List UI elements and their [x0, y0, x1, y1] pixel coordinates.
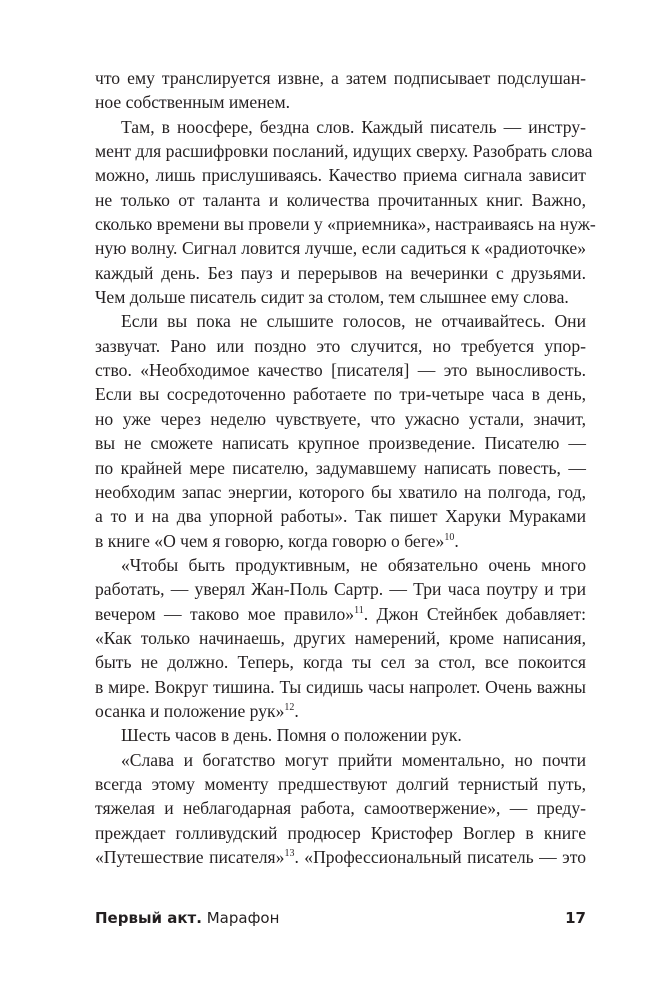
- line-text: сколько времени вы провели у «приемника», настраиваясь на нуж-: [95, 214, 596, 235]
- body-text: [95, 66, 596, 869]
- text-line: [95, 748, 586, 772]
- footnote-reference[interactable]: 10: [444, 531, 455, 543]
- text-line: [95, 772, 586, 796]
- paragraph: [95, 309, 586, 552]
- line-text: вечером — таково мое правило»: [95, 603, 355, 624]
- line-text: «Путешествие писателя»: [95, 847, 285, 867]
- paragraph: [95, 748, 586, 870]
- text-line: [95, 163, 586, 187]
- line-text: что ему транслируется извне, а затем подписывает подслушан-: [95, 68, 586, 88]
- text-line: [95, 504, 586, 528]
- line-text: работать, — уверял Жан-Поль Сартр. — Три часа поутру и три: [95, 579, 586, 600]
- line-text: каждый день. Без пауз и перерывов на вечеринки с друзьями.: [95, 262, 586, 283]
- text-line: [95, 309, 586, 333]
- line-text: Если вы пока не слышите голосов, не отчаивайтесь. Они: [121, 311, 586, 332]
- line-text-tail: .: [294, 700, 299, 721]
- line-text: «Слава и богатство могут прийти моментально, но почти: [121, 749, 586, 770]
- paragraph: [95, 553, 586, 723]
- running-head-chapter: Марафон: [206, 909, 280, 927]
- line-text-tail: . Джон Стейнбек добавляет:: [363, 603, 586, 624]
- text-line: [95, 212, 596, 236]
- text-line: [95, 261, 586, 285]
- line-text: но уже через неделю чувствуете, что ужасно устали, значит,: [95, 408, 586, 429]
- text-line: [95, 650, 586, 674]
- text-line: [95, 358, 586, 382]
- page-footer: [95, 909, 586, 931]
- line-text: преждает голливудский продюсер Кристофер Воглер в книге: [95, 822, 586, 843]
- footnote-reference[interactable]: 13: [284, 848, 295, 859]
- text-line: [95, 602, 586, 626]
- text-line: [95, 431, 586, 455]
- footnote-reference[interactable]: 12: [284, 701, 295, 713]
- text-line: [95, 796, 586, 820]
- line-text: вы не сможете написать крупное произведение. Писателю —: [95, 433, 586, 454]
- text-line: [95, 723, 586, 747]
- line-text-tail: .: [454, 530, 459, 551]
- line-text: а то и на два упорной работы». Так пишет Харуки Мураками: [95, 506, 586, 527]
- text-line: [95, 553, 586, 577]
- text-line: [95, 382, 586, 406]
- page-number: 17: [565, 909, 586, 927]
- line-text: ное собственным именем.: [95, 92, 291, 113]
- text-line: [95, 529, 586, 553]
- line-text: «Как только начинаешь, других намерений, кроме написания,: [95, 627, 586, 648]
- text-line: [95, 66, 586, 90]
- line-text: тяжелая и неблагодарная работа, самоотвержение», — преду-: [95, 798, 586, 819]
- line-text: быть не должно. Теперь, когда ты сел за стол, все покоится: [95, 652, 586, 673]
- text-line: [95, 188, 586, 212]
- line-text: ство. «Необходимое качество [писателя] — это выносливость.: [95, 360, 586, 381]
- text-line: [95, 456, 586, 480]
- text-line: [95, 675, 586, 699]
- text-line: [95, 480, 586, 504]
- text-line: [95, 90, 586, 114]
- line-text: Чем дольше писатель сидит за столом, тем слышнее ему слова.: [95, 287, 569, 308]
- line-text: «Чтобы быть продуктивным, не обязательно очень много: [121, 554, 586, 575]
- running-head-part: Первый акт.: [95, 909, 202, 927]
- line-text: Если вы сосредоточенно работаете по три-четыре часа в день,: [95, 384, 586, 405]
- line-text: Шесть часов в день. Помня о положении рук.: [121, 725, 462, 746]
- paragraph: [95, 115, 596, 310]
- text-line: [95, 699, 586, 723]
- line-text: Там, в ноосфере, бездна слов. Каждый писатель — инстру-: [121, 116, 586, 137]
- line-text: необходим запас энергии, которого бы хватило на полгода, год,: [95, 481, 586, 502]
- line-text: не только от таланта и количества прочитанных книг. Важно,: [95, 189, 586, 210]
- footnote-reference[interactable]: 11: [354, 604, 364, 616]
- line-text: мент для расшифровки посланий, идущих сверху. Разобрать слова: [95, 141, 593, 162]
- text-line: [95, 407, 586, 431]
- text-line: [95, 577, 586, 601]
- line-text: осанка и положение рук»: [95, 700, 285, 721]
- line-text: по крайней мере писателю, задумавшему написать повесть, —: [95, 457, 586, 478]
- line-text-tail: . «Профессиональный писатель — это: [294, 847, 586, 867]
- paragraph: [95, 66, 586, 115]
- line-text: можно, лишь прислушиваясь. Качество приема сигнала зависит: [95, 165, 586, 186]
- text-line: [95, 236, 586, 260]
- line-text: всегда этому моменту предшествуют долгий тернистый путь,: [95, 773, 586, 794]
- text-line: [95, 139, 593, 163]
- text-line: [95, 334, 586, 358]
- text-line: [95, 821, 586, 845]
- line-text: в мире. Вокруг тишина. Ты сидишь часы напролет. Очень важны: [95, 676, 586, 697]
- paragraph: [95, 723, 586, 747]
- text-line: [95, 285, 586, 309]
- text-line: [95, 115, 586, 139]
- text-line: [95, 626, 586, 650]
- line-text: в книге «О чем я говорю, когда говорю о беге»: [95, 530, 445, 551]
- line-text: ную волну. Сигнал ловится лучше, если садиться к «радиоточке»: [95, 238, 586, 259]
- text-line: [95, 845, 586, 869]
- line-text: зазвучат. Рано или поздно это случится, но требуется упор-: [95, 335, 586, 356]
